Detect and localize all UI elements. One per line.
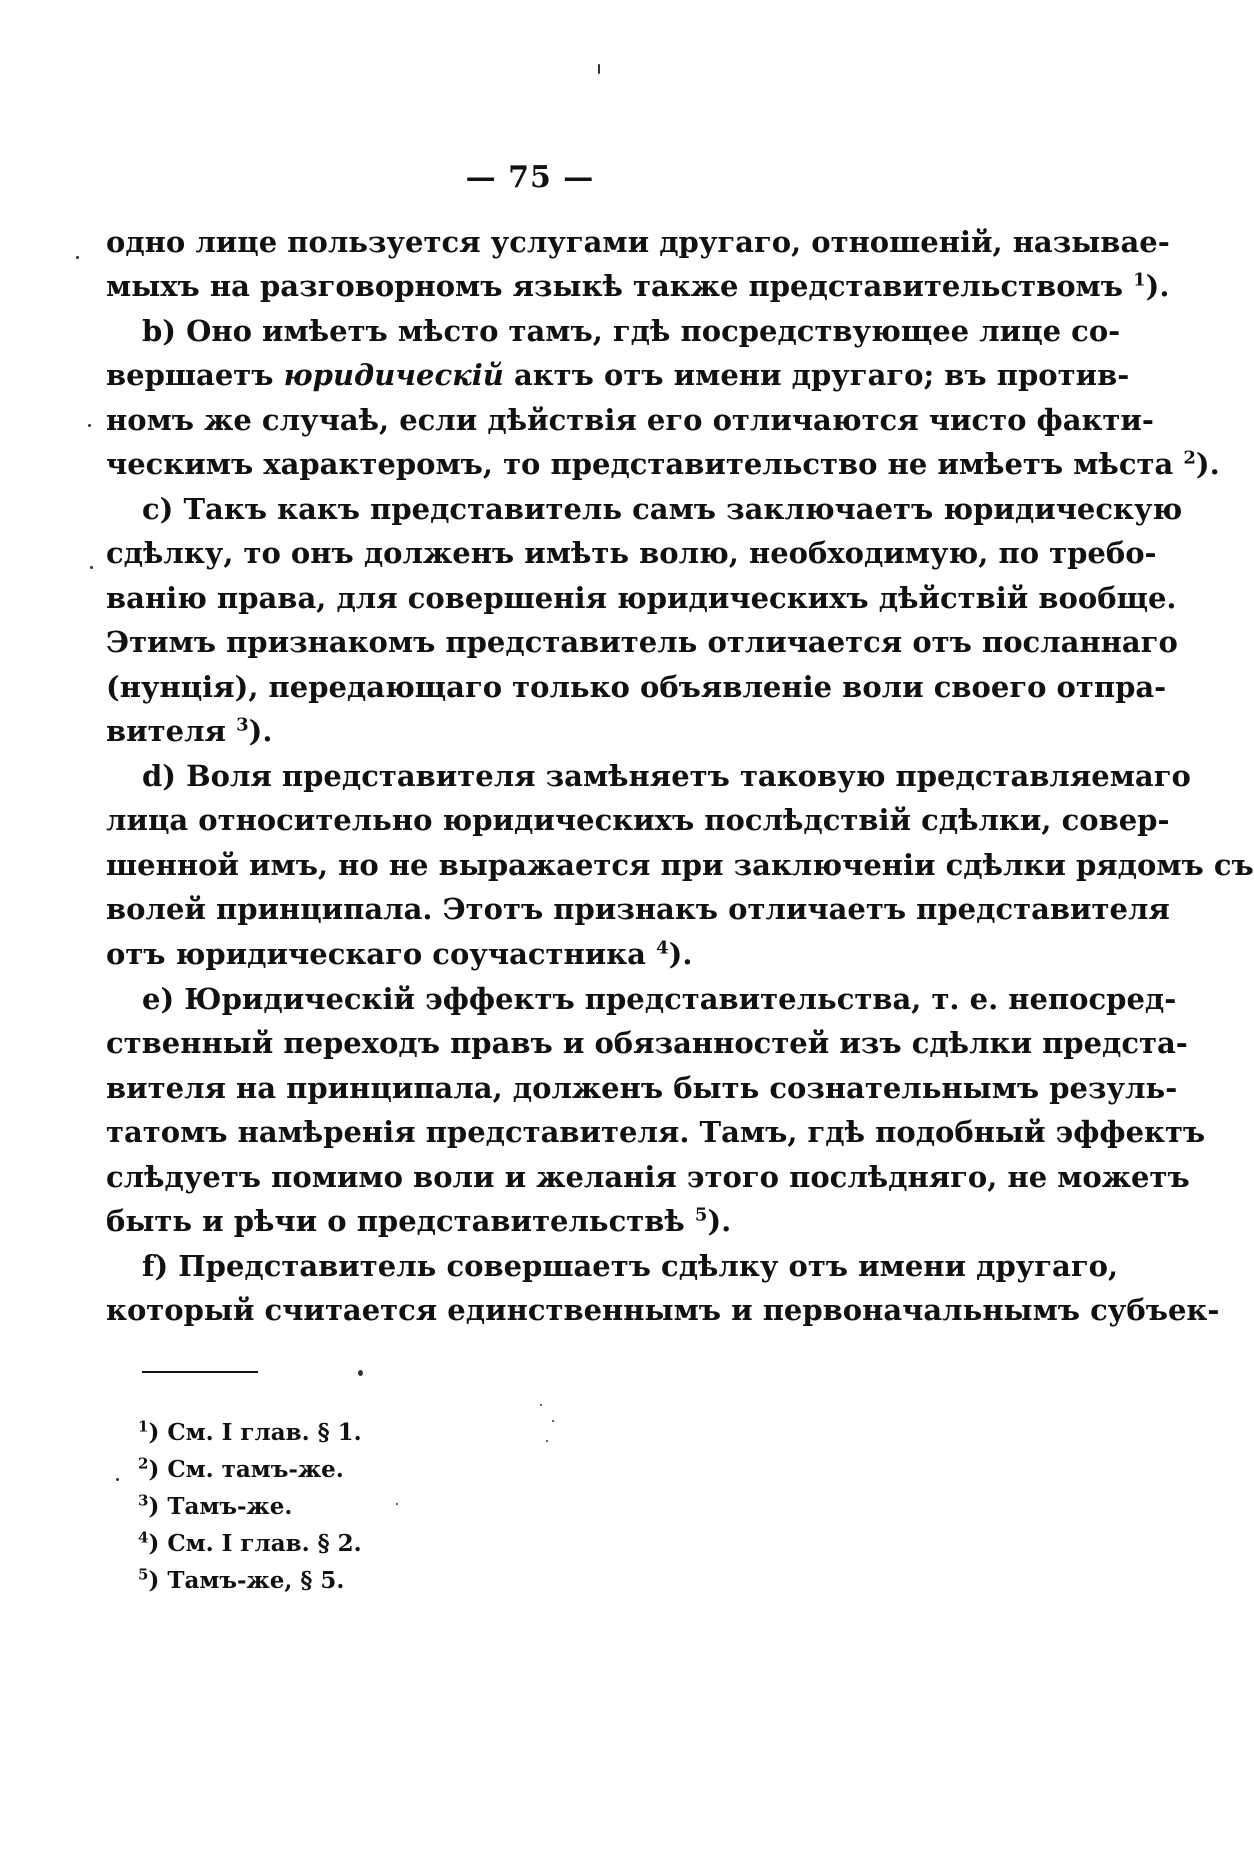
text-line: вителя на принципала, долженъ быть сознательнымъ резуль- bbox=[106, 1071, 1178, 1105]
footnote-text: ) Тамъ-же. bbox=[148, 1493, 293, 1520]
scan-speck bbox=[396, 1503, 398, 1505]
footnote-ref: 3 bbox=[236, 714, 249, 736]
text-line: (нунція), передающаго только объявленіе воли своего отпра- bbox=[106, 670, 1167, 704]
text-line bbox=[106, 1201, 944, 1241]
footnote-text: ) См. тамъ-же. bbox=[148, 1456, 344, 1483]
text-line: волей принципала. Этотъ признакъ отличаетъ представителя bbox=[106, 892, 1170, 926]
text-fragment: быть и рѣчи о представительствѣ bbox=[106, 1204, 685, 1238]
footnote-mark: 1 bbox=[138, 1417, 149, 1436]
page-number: — 75 — bbox=[465, 160, 595, 195]
scan-speck bbox=[598, 64, 600, 74]
scan-speck bbox=[358, 1370, 363, 1376]
text-fragment: мыхъ на разговорномъ языкѣ также представительствомъ bbox=[106, 269, 1123, 303]
footnote bbox=[138, 1455, 344, 1485]
text-line bbox=[106, 266, 1170, 306]
punctuation: ). bbox=[707, 1204, 732, 1238]
text-line: сдѣлку, то онъ долженъ имѣть волю, необходимую, по требо- bbox=[106, 536, 1157, 570]
punctuation: ). bbox=[1195, 447, 1220, 481]
text-line bbox=[106, 711, 944, 751]
text-line: слѣдуетъ помимо воли и желанія этого послѣдняго, не можетъ bbox=[106, 1160, 1190, 1194]
text-line: лица относительно юридическихъ послѣдствій сдѣлки, совер- bbox=[106, 803, 1170, 837]
footnote-ref: 1 bbox=[1133, 269, 1146, 291]
footnote-mark: 2 bbox=[138, 1454, 149, 1473]
text-line: ственный переходъ правъ и обязанностей изъ сдѣлки предста- bbox=[106, 1026, 1188, 1060]
text-line: шенной имъ, но не выражается при заключеніи сдѣлки рядомъ съ bbox=[106, 848, 1254, 882]
footnote-mark: 3 bbox=[138, 1491, 149, 1510]
footnote-ref: 4 bbox=[656, 937, 669, 959]
text-fragment: ческимъ характеромъ, то представительство не имѣетъ мѣста bbox=[106, 447, 1174, 481]
text-line bbox=[106, 355, 1130, 395]
footnote bbox=[138, 1529, 362, 1559]
text-line: f) Представитель совершаетъ сдѣлку отъ имени другаго, bbox=[142, 1249, 1119, 1283]
text-fragment: отъ юридическаго соучастника bbox=[106, 937, 646, 971]
text-fragment: вершаетъ bbox=[106, 358, 274, 392]
text-line: d) Воля представителя замѣняетъ таковую представляемаго bbox=[142, 759, 1191, 793]
footnote-text: ) См. I глав. § 1. bbox=[148, 1419, 362, 1446]
text-line: который считается единственнымъ и первоначальнымъ субъек- bbox=[106, 1293, 1220, 1327]
text-fragment: актъ отъ имени другаго; въ против- bbox=[513, 358, 1130, 392]
punctuation: ). bbox=[248, 714, 273, 748]
footnote-separator bbox=[142, 1371, 258, 1373]
text-line: номъ же случаѣ, если дѣйствія его отличаются чисто факти- bbox=[106, 403, 1154, 437]
scan-speck bbox=[76, 256, 79, 259]
footnote bbox=[138, 1492, 292, 1522]
footnote bbox=[138, 1566, 344, 1596]
punctuation: ). bbox=[668, 937, 693, 971]
text-line bbox=[106, 934, 944, 974]
text-line: с) Такъ какъ представитель самъ заключаетъ юридическую bbox=[142, 492, 1183, 526]
scan-speck bbox=[90, 566, 93, 569]
footnote-mark: 4 bbox=[138, 1528, 149, 1547]
text-line bbox=[106, 444, 1220, 484]
text-line: е) Юридическій эффектъ представительства, т. е. непосред- bbox=[142, 982, 1177, 1016]
footnote-text: ) Тамъ-же, § 5. bbox=[148, 1567, 345, 1594]
scan-speck bbox=[540, 1404, 542, 1406]
punctuation: ). bbox=[1145, 269, 1170, 303]
footnote-ref: 2 bbox=[1183, 447, 1196, 469]
text-fragment: вителя bbox=[106, 714, 226, 748]
footnote-mark: 5 bbox=[138, 1565, 149, 1584]
text-line: b) Оно имѣетъ мѣсто тамъ, гдѣ посредствующее лице со- bbox=[142, 314, 1121, 348]
text-line: ванію права, для совершенія юридическихъ дѣйствій вообще. bbox=[106, 581, 1177, 615]
footnote-text: ) См. I глав. § 2. bbox=[148, 1530, 362, 1557]
text-line: одно лице пользуется услугами другаго, отношеній, называе- bbox=[106, 225, 1170, 259]
scan-speck bbox=[116, 1478, 119, 1481]
text-line: Этимъ признакомъ представитель отличается отъ посланнаго bbox=[106, 625, 1178, 659]
footnote-ref: 5 bbox=[694, 1204, 708, 1226]
scan-speck bbox=[552, 1420, 554, 1422]
italic-term: юридическій bbox=[283, 358, 504, 392]
scan-speck bbox=[546, 1440, 548, 1442]
footnote bbox=[138, 1418, 362, 1448]
scan-speck bbox=[88, 424, 91, 427]
text-line: татомъ намѣренія представителя. Тамъ, гдѣ подобный эффектъ bbox=[106, 1115, 1206, 1149]
